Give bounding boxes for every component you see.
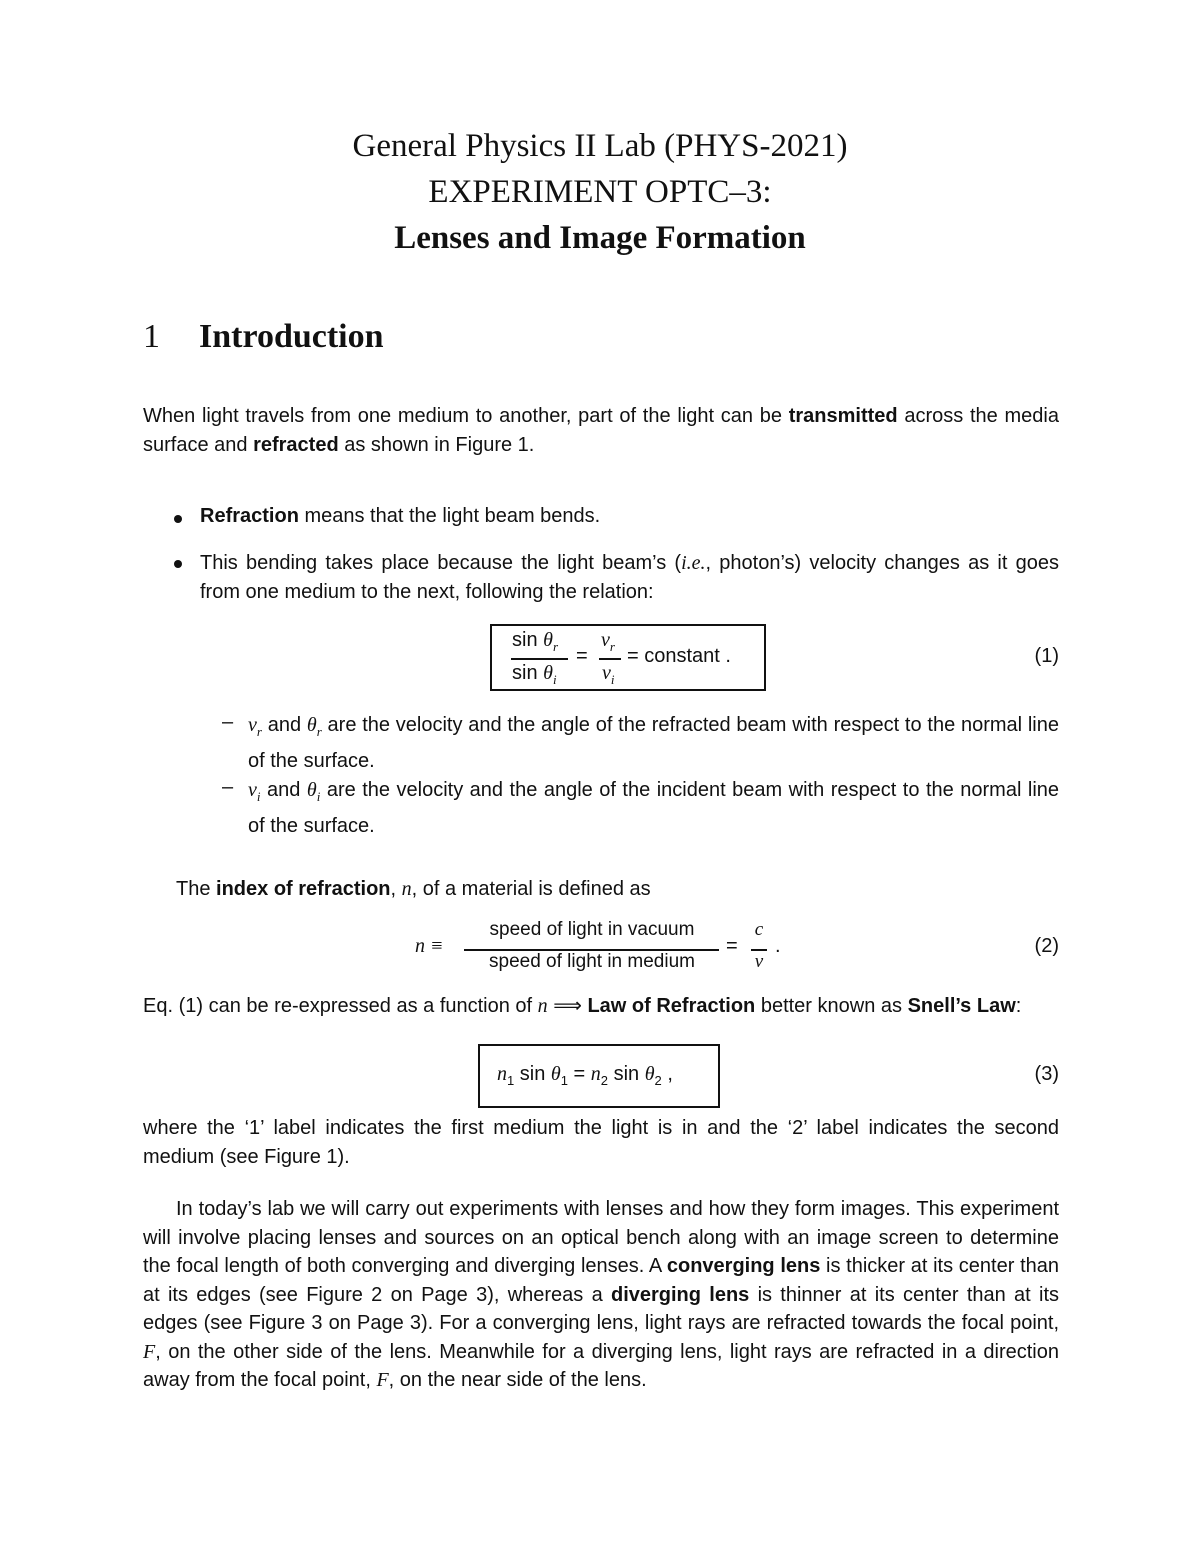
sin: sin <box>514 1063 551 1085</box>
eq2-lhs: n ≡ <box>415 935 444 957</box>
text: : <box>1015 995 1022 1017</box>
eq2-v: v <box>754 951 764 972</box>
eq1-theta: θ <box>543 629 553 651</box>
intro-bold-transmitted: transmitted <box>788 405 898 427</box>
sub-bullet-text: are the velocity and the angle of the incident beam with respect to the normal line of the surface. <box>248 779 1060 837</box>
text: , <box>390 878 402 900</box>
experiment-label: EXPERIMENT OPTC–3: <box>428 174 772 210</box>
experiment-title: Lenses and Image Formation <box>394 220 806 256</box>
eq3-expression <box>497 1063 673 1088</box>
eq1-sin: sin <box>512 629 538 651</box>
implies-arrow: ⟹ <box>547 995 588 1017</box>
sin: sin <box>608 1063 645 1085</box>
bullet-text: means that the light beam bends. <box>298 505 601 527</box>
and-text: and <box>260 779 307 801</box>
theta-symbol: θ <box>306 714 317 736</box>
and-text: and <box>261 714 307 736</box>
equation-number-3: (3) <box>1034 1063 1059 1085</box>
eq1-fraction-line <box>511 658 568 660</box>
n-symbol: n <box>401 878 412 900</box>
sub-bullet-incident <box>248 776 1059 840</box>
theta-symbol: θ <box>550 1063 561 1085</box>
n-symbol: n <box>497 1063 507 1085</box>
intro-paragraph <box>143 402 1059 459</box>
n-symbol: n <box>590 1063 601 1085</box>
section-heading <box>143 318 384 356</box>
eq1-sub-i: i <box>552 672 557 687</box>
eq1-fraction-line <box>599 658 621 660</box>
text: is thinner at its center than at its edges (see Figure 3 on Page 3). For a converging lens, light rays are refracted towards the focal point, <box>143 1283 1059 1334</box>
index-paragraph <box>176 875 1056 904</box>
text: , on the near side of the lens. <box>388 1369 647 1391</box>
eq1-v: v <box>602 662 611 684</box>
text: is thicker at its center than at its edges (see Figure 2 on Page 3), whereas a <box>143 1255 1059 1306</box>
eq1-denominator-left <box>512 662 557 688</box>
v-symbol: v <box>248 779 257 801</box>
eq1-sub-r: r <box>609 639 615 654</box>
eq1-sub-i: i <box>610 672 615 687</box>
todays-lab-paragraph <box>143 1195 1059 1395</box>
bold-law-of-refraction: Law of Refraction <box>587 995 756 1017</box>
section-number: 1 <box>143 318 160 355</box>
eq2-denominator: speed of light in medium <box>489 951 695 972</box>
bullet-text: This bending takes place because the light beam’s ( <box>200 552 682 574</box>
eq1-sin: sin <box>512 662 538 684</box>
eq2-numerator: speed of light in vacuum <box>489 919 695 940</box>
focal-point-symbol: F <box>376 1369 389 1391</box>
intro-text: When light travels from one medium to another, part of the light can be <box>143 405 789 427</box>
text: Eq. (1) can be re-expressed as a function of <box>143 995 538 1017</box>
comma: , <box>661 1063 673 1085</box>
sub-r: r <box>256 724 262 739</box>
sub-2: 2 <box>600 1073 609 1088</box>
sub-bullet-text: are the velocity and the angle of the refracted beam with respect to the normal line of the surface. <box>248 714 1060 772</box>
eq1-numerator-right <box>601 629 615 655</box>
bullet-bending <box>200 549 1059 606</box>
dash-bullet: – <box>222 776 234 798</box>
eq1-equals: = <box>576 645 588 667</box>
sub-bullet-refracted <box>248 711 1059 775</box>
v-symbol: v <box>248 714 257 736</box>
snell-paragraph <box>143 992 1059 1021</box>
eq1-numerator-left <box>512 629 558 655</box>
equation-number-2: (2) <box>1034 935 1059 957</box>
eq1-theta: θ <box>543 662 553 684</box>
bold-snells-law: Snell’s Law <box>907 995 1016 1017</box>
bullet-italic-ie: i.e. <box>681 552 706 574</box>
equals: = <box>567 1063 591 1085</box>
intro-text: as shown in Figure 1. <box>338 433 535 456</box>
bullet-dot <box>174 560 182 568</box>
bold-diverging-lens: diverging lens <box>610 1283 750 1306</box>
intro-bold-refracted: refracted <box>253 433 339 456</box>
section-title: Introduction <box>199 318 384 355</box>
bullet-refraction <box>200 502 1059 531</box>
bullet-dot <box>174 515 182 523</box>
bold-index-of-refraction: index of refraction <box>216 878 391 900</box>
text: better known as <box>755 995 908 1017</box>
eq1-v: v <box>601 629 610 651</box>
theta-symbol: θ <box>644 1063 655 1085</box>
text: The <box>176 878 217 900</box>
text: , of a material is defined as <box>411 878 651 900</box>
eq1-sub-r: r <box>552 639 559 654</box>
sub-2: 2 <box>654 1073 662 1088</box>
sub-i: i <box>316 789 321 804</box>
sub-i: i <box>256 789 261 804</box>
text: In today’s lab we will carry out experiments with lenses and how they form images. This experiment will involve placing lenses and sources on an optical bench along with an image screen to determine the focal length of both converging and diverging lenses. A <box>143 1198 1059 1277</box>
document-title: General Physics II Lab (PHYS-2021) <box>352 128 848 164</box>
eq2-equals: = <box>726 935 738 957</box>
where-paragraph: where the ‘1’ label indicates the first medium the light is in and the ‘2’ label indicates the second medium (see Figure 1). <box>143 1117 1059 1168</box>
sub-r: r <box>316 724 322 739</box>
eq1-denominator-right <box>602 662 615 688</box>
eq1-constant: = constant . <box>627 645 731 667</box>
focal-point-symbol: F <box>143 1340 156 1363</box>
n-symbol: n <box>537 995 548 1017</box>
intro-text: across the media surface and <box>143 405 1059 456</box>
bold-converging-lens: converging lens <box>666 1255 821 1277</box>
eq2-c: c <box>754 919 764 940</box>
dash-bullet: – <box>222 711 234 733</box>
eq2-period: . <box>775 935 781 957</box>
bullet-text: , photon’s) velocity changes as it goes from one medium to the next, following the relation: <box>200 552 1059 603</box>
theta-symbol: θ <box>306 779 317 801</box>
sub-1: 1 <box>560 1073 568 1088</box>
bullet-bold-term: Refraction <box>200 505 299 527</box>
equation-number-1: (1) <box>1034 645 1059 667</box>
sub-1: 1 <box>507 1073 515 1088</box>
text: , on the other side of the lens. Meanwhile for a diverging lens, light rays are refracted in a direction away from the focal point, <box>143 1340 1059 1391</box>
